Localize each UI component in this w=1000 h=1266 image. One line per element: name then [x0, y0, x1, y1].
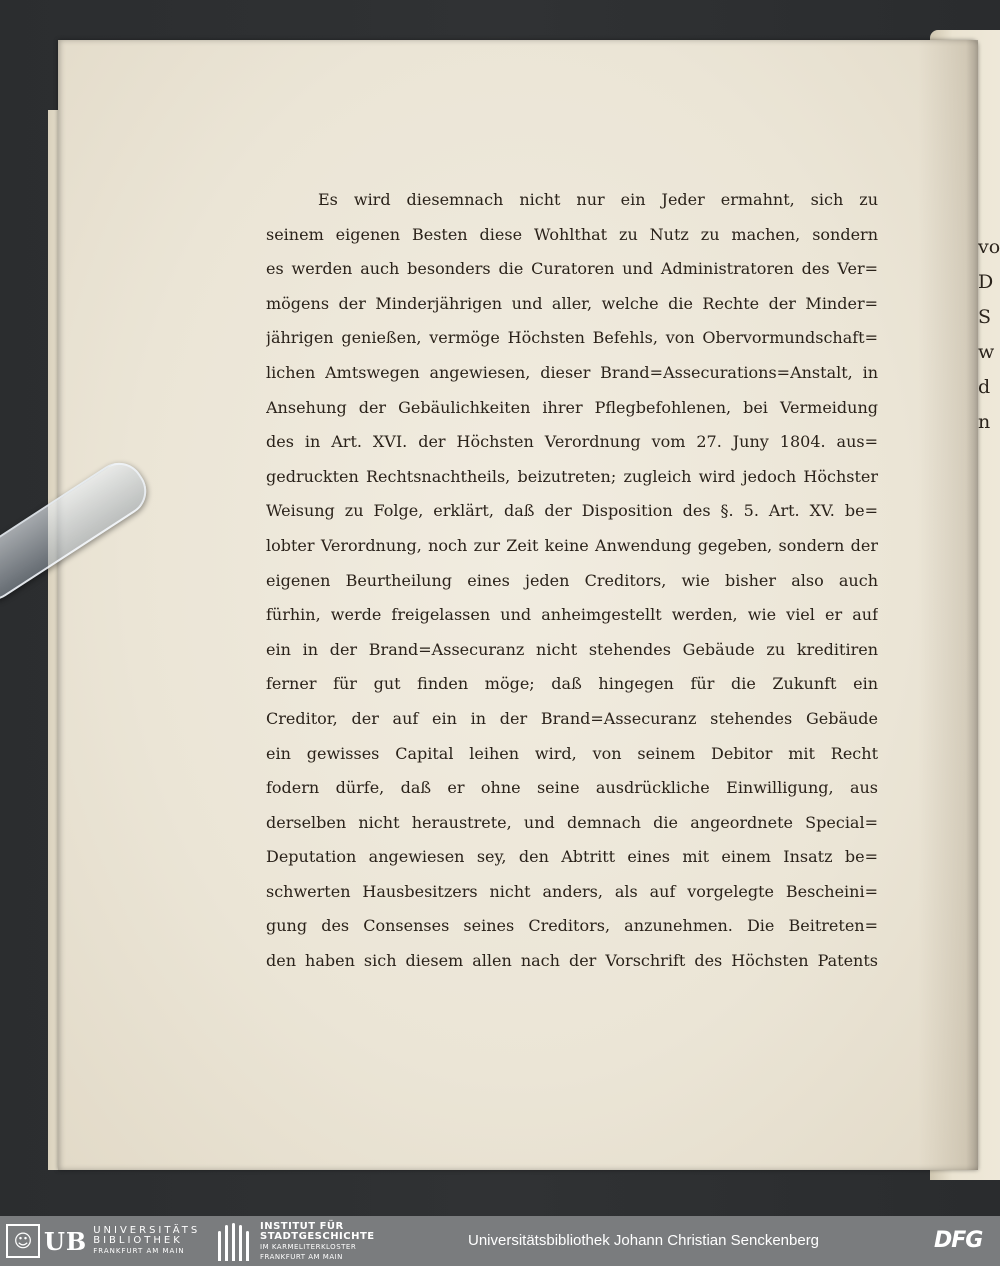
text-line: den haben sich diesem allen nach der Vorschrift des Höchsten Patents — [266, 951, 878, 971]
isg-logo[interactable] — [216, 1222, 375, 1262]
ub-line: UNIVERSITÄTS — [93, 1225, 201, 1236]
facing-fragment: d — [978, 376, 991, 398]
text-line: ein in der Brand=Assecuranz nicht stehendes Gebäude zu kreditiren — [266, 639, 878, 659]
isg-text — [260, 1222, 375, 1262]
isg-line: INSTITUT FÜR — [260, 1221, 344, 1232]
isg-line: STADTGESCHICHTE — [260, 1231, 375, 1242]
arches-icon — [216, 1223, 252, 1261]
facing-fragment: S — [978, 306, 992, 328]
footer-title[interactable]: Universitätsbibliothek Johann Christian Senckenberg — [468, 1232, 820, 1249]
text-line: Creditor, der auf ein in der Brand=Assecuranz stehendes Gebäude — [266, 708, 878, 728]
text-line: gung des Consenses seines Creditors, anzunehmen. Die Beitreten= — [266, 916, 878, 936]
ub-line: BIBLIOTHEK — [93, 1235, 183, 1246]
ub-line: FRANKFURT AM MAIN — [93, 1247, 185, 1255]
text-line: des in Art. XVI. der Höchsten Verordnung vom 27. Juny 1804. aus= — [266, 432, 878, 452]
text-line: fodern dürfe, daß er ohne seine ausdrückliche Einwilligung, aus — [266, 778, 878, 798]
text-line: eigenen Beurtheilung eines jeden Creditors, wie bisher also auch — [266, 570, 878, 590]
text-line: Weisung zu Folge, erklärt, daß der Disposition des §. 5. Art. XV. be= — [266, 501, 878, 521]
facing-page-text — [978, 230, 1000, 440]
isg-line: IM KARMELITERKLOSTER — [260, 1243, 357, 1251]
text-line: fürhin, werde freigelassen und anheimgestellt werden, wie viel er auf — [266, 605, 878, 625]
ub-letters: UB — [44, 1226, 88, 1256]
text-line: mögens der Minderjährigen und aller, welche die Rechte der Minder= — [266, 293, 878, 313]
text-line: Deputation angewiesen sey, den Abtritt eines mit einem Insatz be= — [266, 847, 878, 867]
ub-text — [93, 1226, 200, 1256]
isg-line: FRANKFURT AM MAIN — [260, 1253, 343, 1261]
portrait-icon: ☺ — [6, 1224, 40, 1258]
text-line: lichen Amtswegen angewiesen, dieser Brand=Assecurations=Anstalt, in — [266, 362, 878, 382]
text-line: jährigen genießen, vermöge Höchsten Befehls, von Obervormundschaft= — [266, 328, 878, 348]
text-line: gedruckten Rechtsnachtheils, beizutreten; zugleich wird jedoch Höchster — [266, 466, 878, 486]
footer-bar — [0, 1216, 1000, 1266]
ub-logo[interactable] — [6, 1224, 200, 1258]
facing-fragment: D — [978, 271, 994, 293]
facing-fragment: n — [978, 411, 991, 433]
text-line: es werden auch besonders die Curatoren und Administratoren des Ver= — [266, 259, 878, 279]
text-line: ein gewisses Capital leihen wird, von seinem Debitor mit Recht — [266, 743, 878, 763]
facing-fragment: vo — [978, 236, 1000, 258]
text-line: Es wird diesemnach nicht nur ein Jeder ermahnt, sich zu — [318, 190, 878, 209]
text-line: lobter Verordnung, noch zur Zeit keine Anwendung gegeben, sondern der — [266, 535, 878, 555]
page-text-block — [266, 183, 878, 979]
dfg-logo[interactable]: DFG — [934, 1228, 983, 1253]
text-line: derselben nicht heraustrete, und demnach die angeordnete Special= — [266, 812, 878, 832]
text-line: schwerten Hausbesitzers nicht anders, als auf vorgelegte Bescheini= — [266, 881, 878, 901]
page-gutter-shadow — [918, 40, 978, 1170]
facing-fragment: w — [978, 341, 995, 363]
text-line: Ansehung der Gebäulichkeiten ihrer Pflegbefohlenen, bei Vermeidung — [266, 397, 878, 417]
text-line: seinem eigenen Besten diese Wohlthat zu Nutz zu machen, sondern — [266, 224, 878, 244]
text-line: ferner für gut finden möge; daß hingegen für die Zukunft ein — [266, 674, 878, 694]
